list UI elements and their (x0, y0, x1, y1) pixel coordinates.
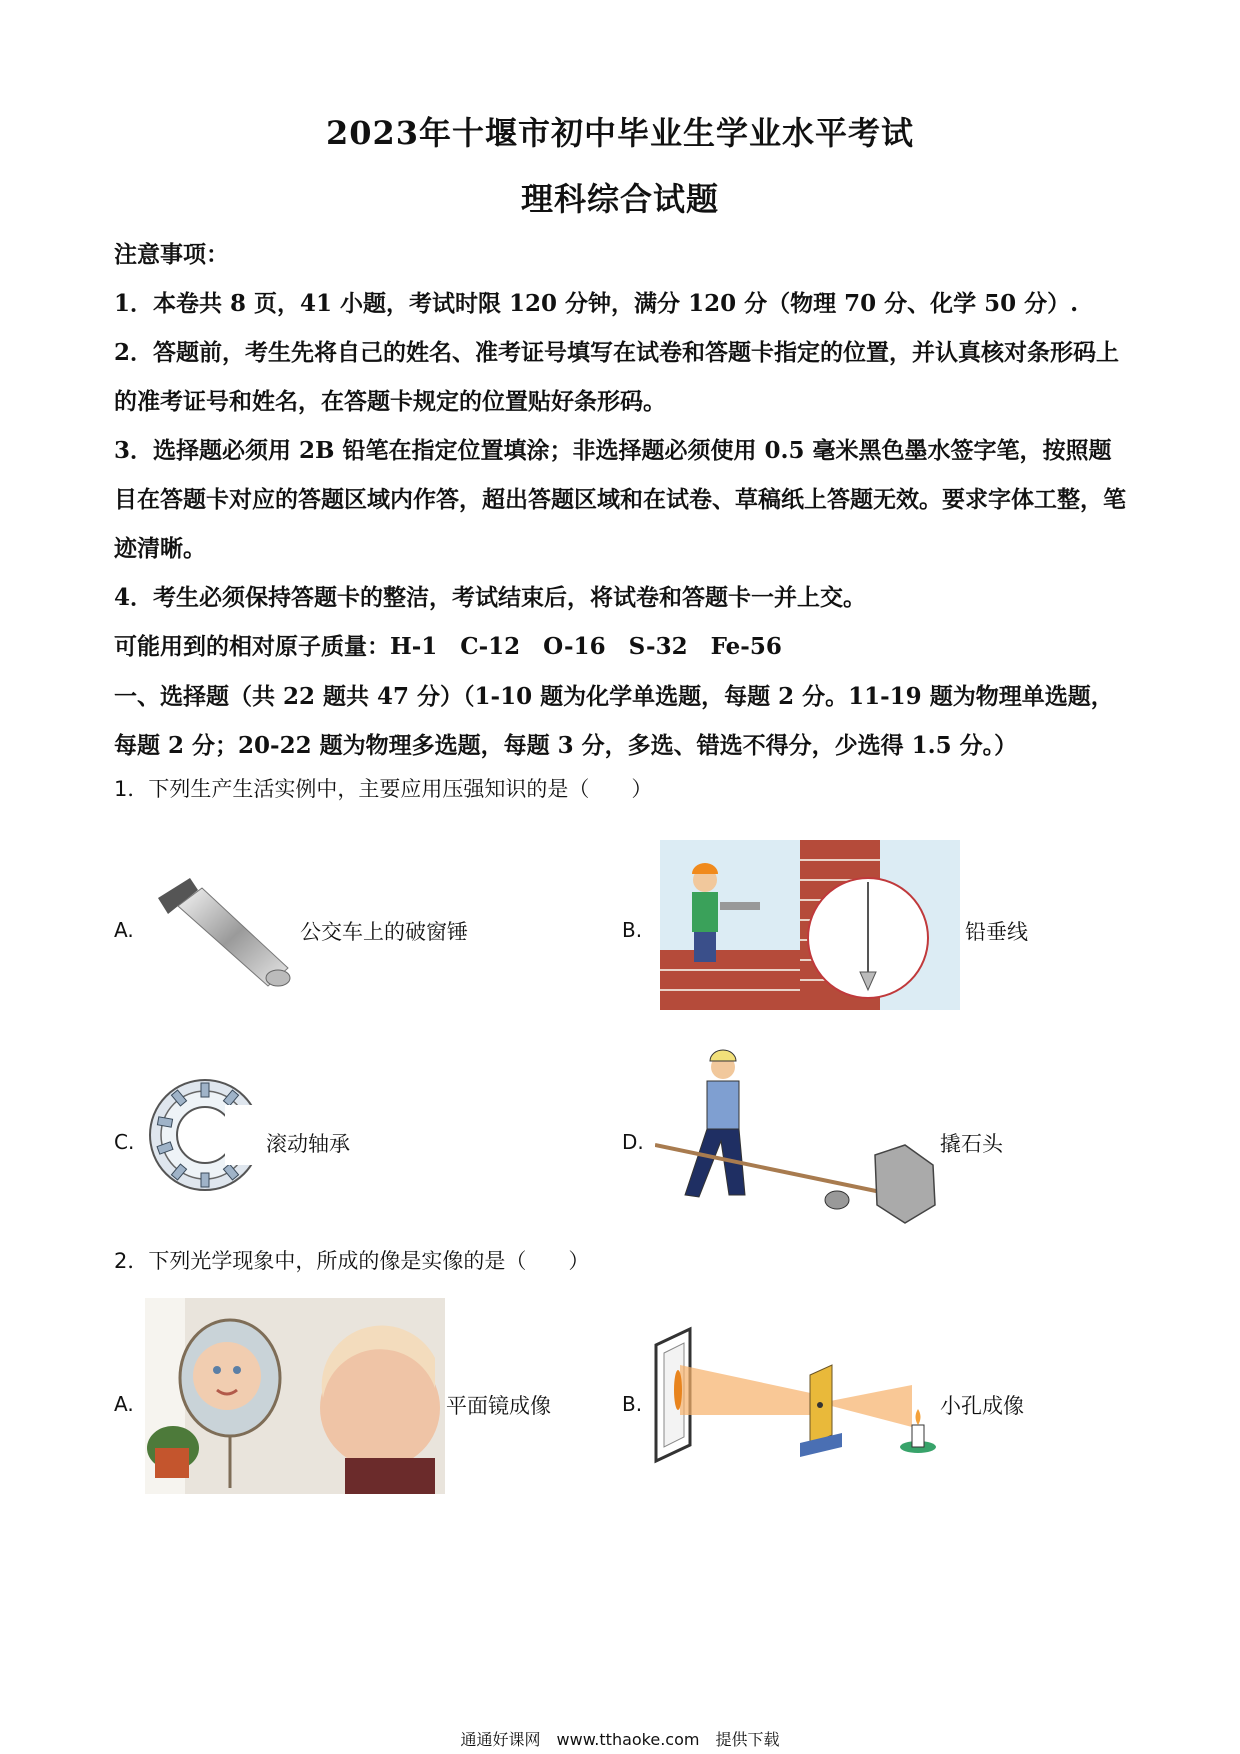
lever-rock-icon (655, 1045, 945, 1235)
plumb-line-icon (660, 840, 960, 1010)
q1-option-a-letter: A. (114, 918, 134, 942)
notice-heading: 注意事项： (114, 241, 229, 268)
atomic-mass-line: 可能用到的相对原子质量：H-1 C-12 O-16 S-32 Fe-56 (114, 633, 782, 660)
notice-item-1: 1．本卷共 8 页，41 小题，考试时限 120 分钟，满分 120 分（物理 70 分、化学 50 分）. (114, 290, 1079, 317)
q1-option-b-letter: B. (622, 918, 643, 942)
q1-option-c-text: 滚动轴承 (266, 1132, 350, 1156)
notice-item-3: 3．选择题必须用 2B 铅笔在指定位置填涂；非选择题必须使用 0.5 毫米黑色墨水签字笔，按照题目在答题卡对应的答题区域内作答，超出答题区域和在试卷、草稿纸上答题无效。要求字体工整，笔迹清晰。 (114, 437, 1126, 562)
notice-item-4: 4．考生必须保持答题卡的整洁，考试结束后，将试卷和答题卡一并上交。 (114, 584, 867, 611)
safety-hammer-icon (150, 870, 300, 995)
mirror-baby-photo-icon (145, 1298, 445, 1494)
ball-bearing-icon (145, 1075, 265, 1195)
exam-subtitle: 理科综合试题 (520, 180, 719, 218)
q1-option-b-text: 铅垂线 (965, 920, 1028, 944)
pinhole-camera-icon (650, 1325, 950, 1465)
q1-option-a-text: 公交车上的破窗锤 (300, 920, 468, 944)
q1-option-c-letter: C. (114, 1130, 135, 1154)
exam-title: 2023年十堰市初中毕业生学业水平考试 (325, 114, 915, 152)
q2-option-a-letter: A. (114, 1392, 134, 1416)
q2-option-b-letter: B. (622, 1392, 643, 1416)
question-1-stem: 1．下列生产生活实例中，主要应用压强知识的是（ ） (114, 777, 653, 801)
footer-source: 通通好课网 www.tthaoke.com 提供下载 (460, 1730, 780, 1749)
q1-option-d-text: 撬石头 (940, 1132, 1003, 1156)
q2-option-a-text: 平面镜成像 (446, 1394, 551, 1418)
notice-item-2: 2．答题前，考生先将自己的姓名、准考证号填写在试卷和答题卡指定的位置，并认真核对条形码上的准考证号和姓名，在答题卡规定的位置贴好条形码。 (114, 339, 1120, 415)
question-2-stem: 2．下列光学现象中，所成的像是实像的是（ ） (114, 1249, 590, 1273)
section-heading: 一、选择题（共 22 题共 47 分）（1-10 题为化学单选题，每题 2 分。11-19 题为物理单选题，每题 2 分；20-22 题为物理多选题，每题 3 分，多选、错选不得分，少选得 1.5 分。） (114, 683, 1114, 759)
q1-option-d-letter: D. (622, 1130, 644, 1154)
q2-option-b-text: 小孔成像 (940, 1394, 1024, 1418)
